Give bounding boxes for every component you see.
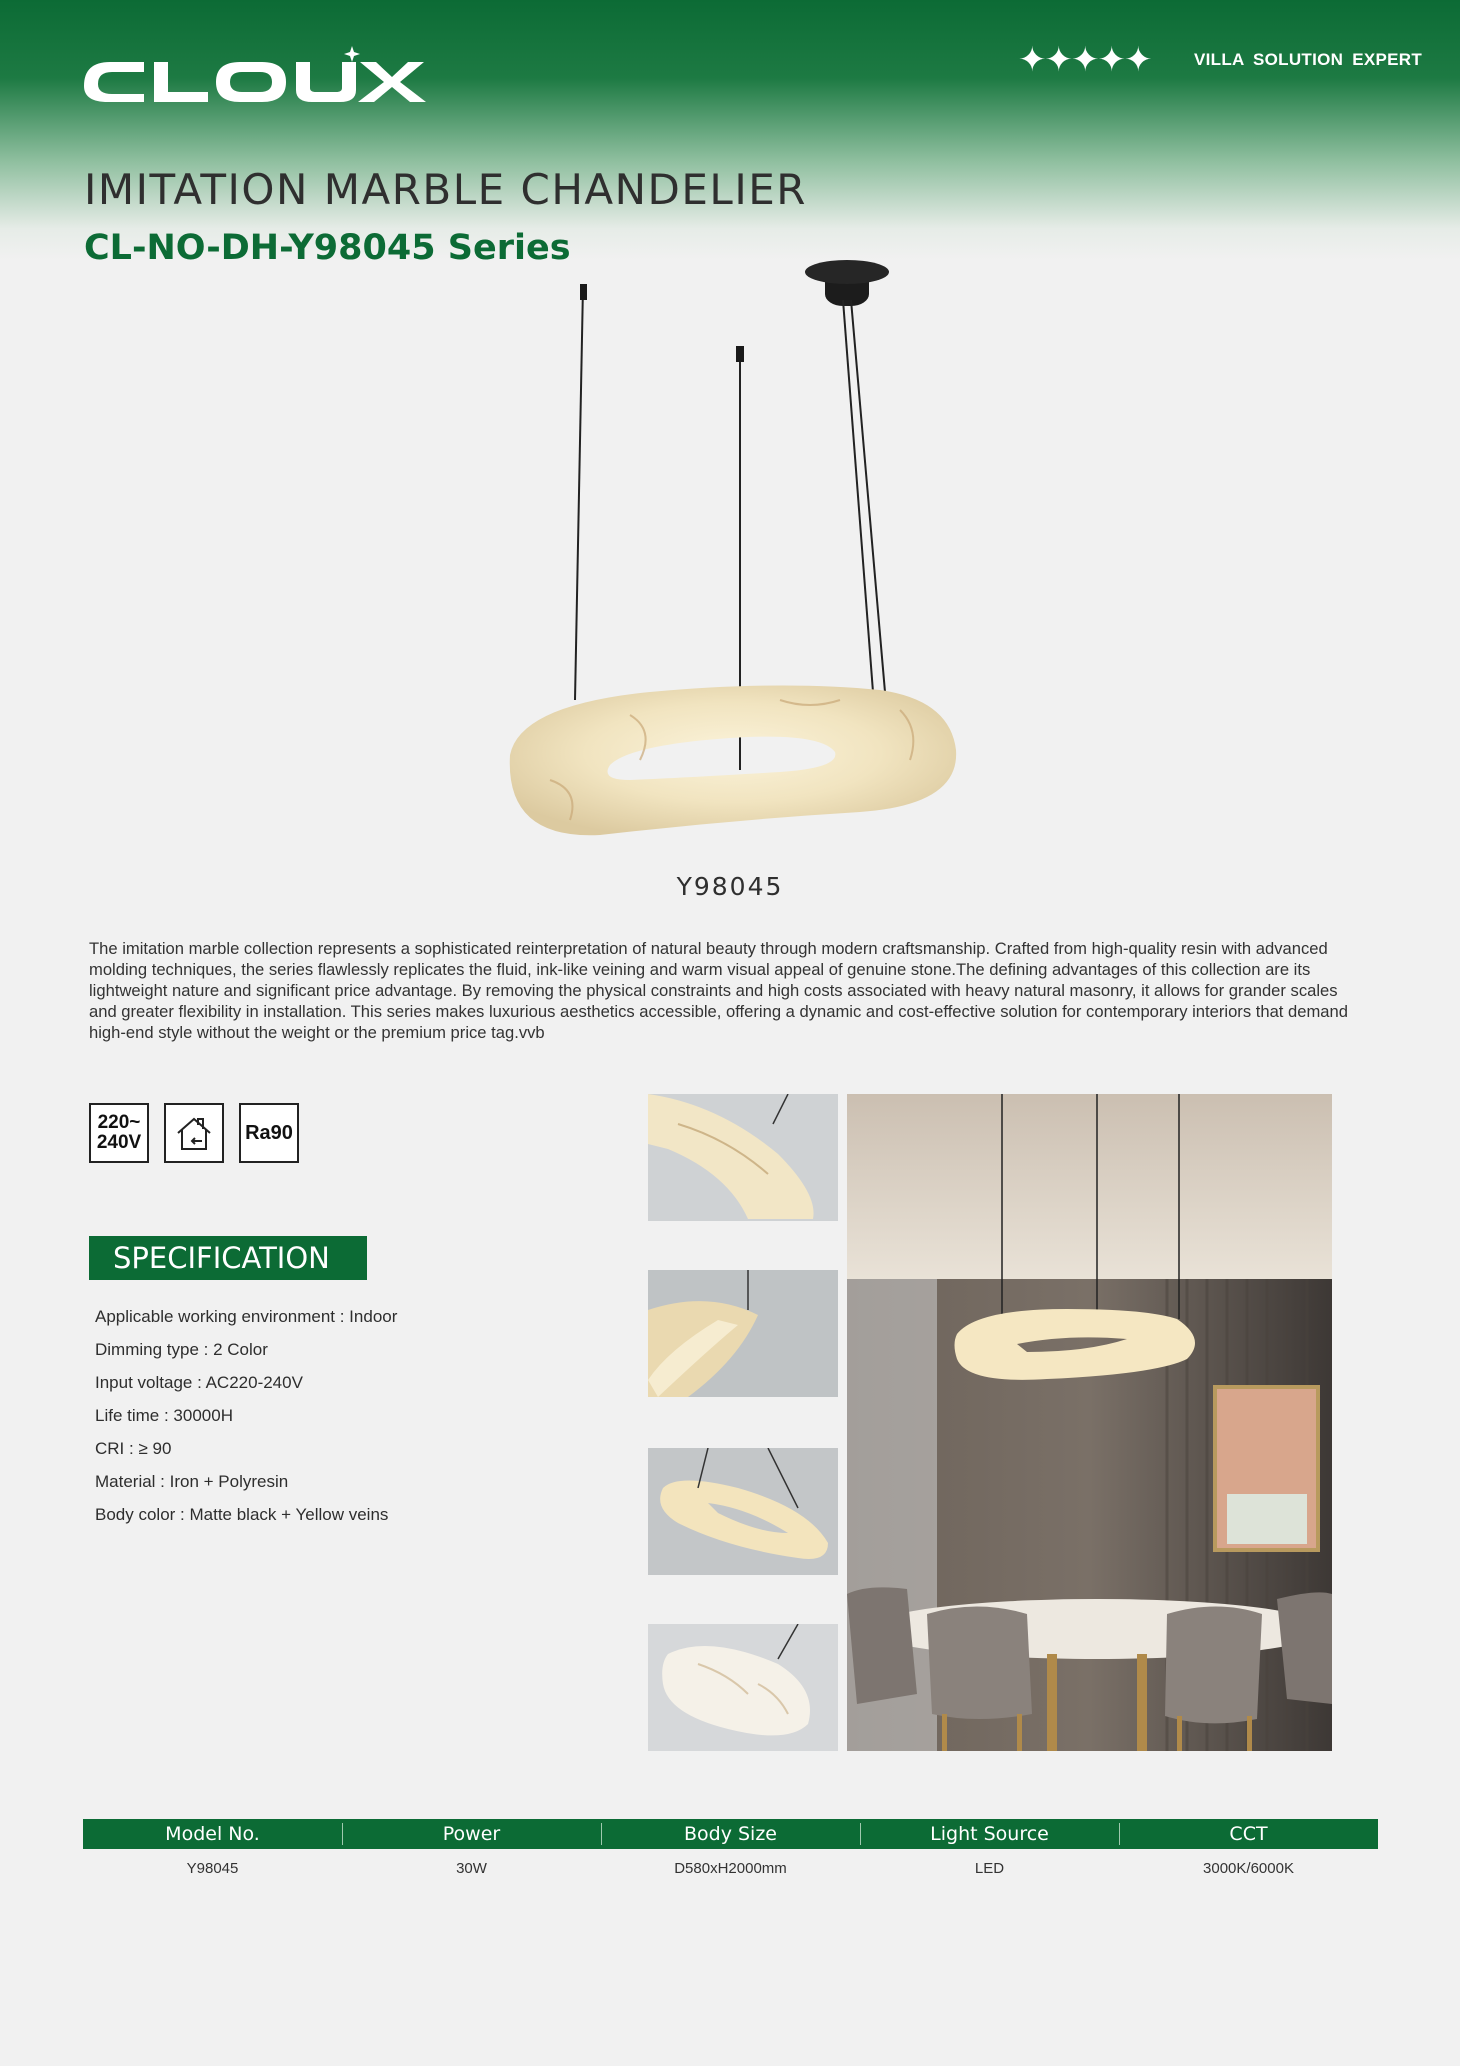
voltage-badge-line1: 220~ bbox=[97, 1112, 141, 1133]
detail-photo-3 bbox=[648, 1448, 838, 1575]
table-header-row bbox=[83, 1819, 1378, 1849]
detail-photo-4 bbox=[648, 1624, 838, 1751]
voltage-badge-line2: 240V bbox=[96, 1132, 142, 1153]
interior-scene-photo bbox=[847, 1094, 1332, 1751]
column-header-cct: CCT bbox=[1119, 1819, 1378, 1849]
column-header-light-source: Light Source bbox=[860, 1819, 1119, 1849]
spec-item: Dimming type : 2 Color bbox=[95, 1340, 268, 1359]
detail-photo-2 bbox=[648, 1270, 838, 1397]
table-row bbox=[83, 1849, 1378, 1887]
column-header-body-size: Body Size bbox=[601, 1819, 860, 1849]
column-header-power: Power bbox=[342, 1819, 601, 1849]
series-name: CL-NO-DH-Y98045 Series bbox=[84, 228, 571, 268]
rating-stars: ✦✦✦✦✦ bbox=[1018, 40, 1151, 80]
spec-item: Applicable working environment : Indoor bbox=[95, 1307, 398, 1326]
header-band bbox=[0, 0, 1460, 260]
cell-body-size: D580xH2000mm bbox=[674, 1859, 787, 1877]
indoor-house-icon bbox=[164, 1103, 224, 1163]
brand-logo bbox=[84, 44, 434, 104]
cell-cct: 3000K/6000K bbox=[1203, 1859, 1294, 1877]
cell-light-source: LED bbox=[974, 1859, 1005, 1877]
specification-list bbox=[95, 1300, 397, 1531]
spec-item: CRI : ≥ 90 bbox=[95, 1439, 172, 1458]
voltage-badge bbox=[89, 1103, 149, 1163]
cell-power: 30W bbox=[456, 1859, 487, 1877]
page-title: IMITATION MARBLE CHANDELIER bbox=[84, 165, 807, 214]
column-header-model: Model No. bbox=[83, 1819, 342, 1849]
spec-item: Body color : Matte black + Yellow veins bbox=[95, 1505, 389, 1524]
model-caption: Y98045 bbox=[676, 872, 784, 901]
ra-badge: Ra90 bbox=[239, 1103, 299, 1163]
chandelier-product-image bbox=[480, 260, 980, 860]
spec-item: Life time : 30000H bbox=[95, 1406, 233, 1425]
specification-heading: SPECIFICATION bbox=[89, 1236, 367, 1280]
cell-model: Y98045 bbox=[186, 1859, 239, 1877]
product-description: The imitation marble collection represents a sophisticated reinterpretation of natural beauty through modern craftsmanship. Crafted from high-quality resin with advanced molding techniques, the series flawlessly replicates the fluid, ink-like veining and warm visual appeal of genuine stone.The defining advantages of this collection are its lightweight nature and significant price advantage. By removing the physical constraints and high costs associated with heavy natural masonry, it allows for grander scales and greater flexibility in installation. This series makes luxurious aesthetics accessible, offering a dynamic and cost-effective solution for contemporary interiors that demand high-end style without the weight or the premium price tag.vvb bbox=[89, 939, 1348, 1042]
spec-item: Input voltage : AC220-240V bbox=[95, 1373, 303, 1392]
spec-item: Material : Iron + Polyresin bbox=[95, 1472, 289, 1491]
detail-photo-1 bbox=[648, 1094, 838, 1221]
product-spec-table bbox=[83, 1819, 1378, 1887]
tagline: VILLA SOLUTION EXPERT bbox=[1194, 50, 1423, 69]
